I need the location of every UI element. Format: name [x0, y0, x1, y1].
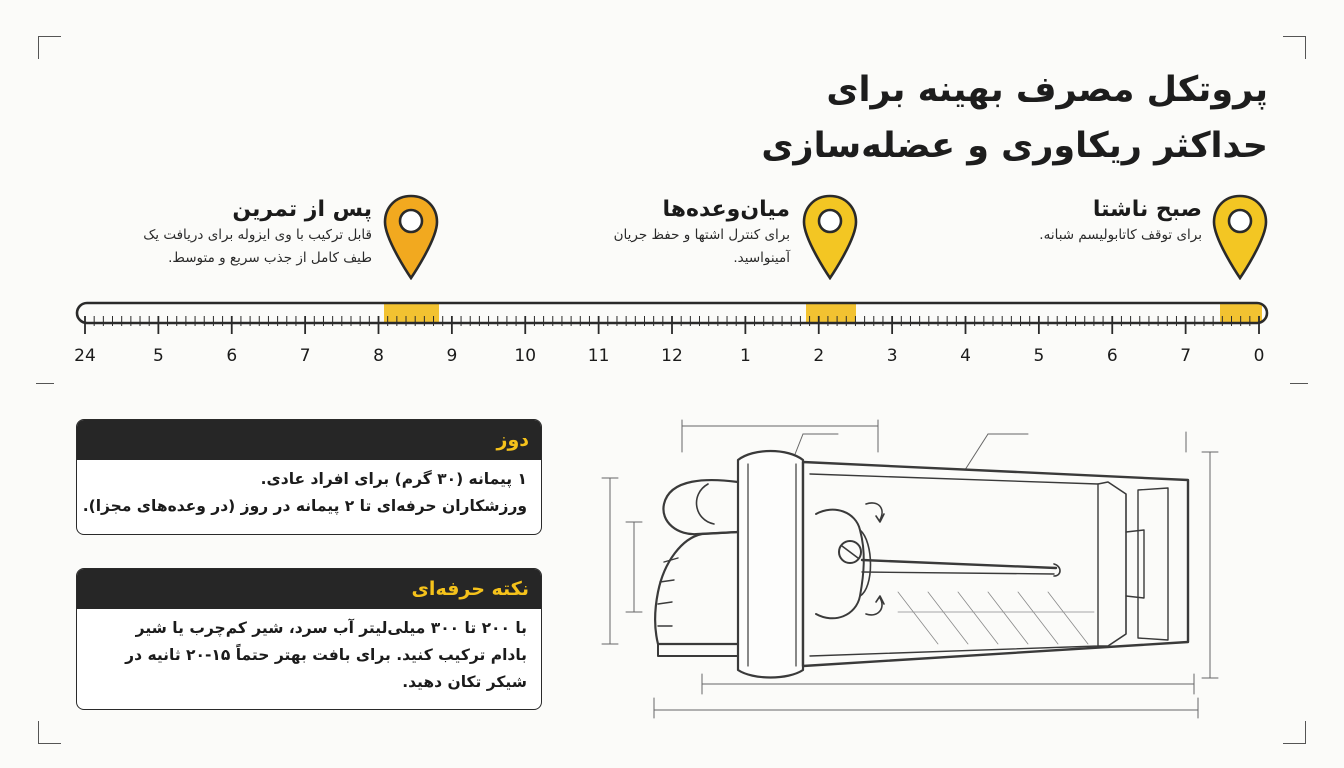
timeline-hour-label: 4 — [960, 346, 971, 366]
pro-tip-card-body — [77, 609, 541, 704]
timeline-hour-label: 5 — [152, 346, 164, 366]
pro-tip-card — [76, 568, 542, 710]
frame-corner-top-right — [1283, 36, 1306, 59]
dose-line: ۱ پیمانه (۳۰ گرم) برای افراد عادی. — [260, 470, 527, 488]
page-title — [708, 62, 1268, 174]
timeline-hour-label: 8 — [373, 346, 384, 366]
timeline-hour-label: 3 — [886, 346, 898, 366]
timeline-highlight — [384, 303, 439, 323]
timeline-hour-label: 11 — [587, 346, 610, 366]
timeline-hour-label: 10 — [514, 346, 537, 366]
stage-desc-line: آمینواسید. — [733, 250, 790, 266]
timeline-hour-label: 7 — [299, 346, 311, 366]
stage-desc-line: طیف کامل از جذب سریع و متوسط. — [168, 250, 372, 266]
dose-line: ورزشکاران حرفه‌ای تا ۲ پیمانه در روز (در وعده‌های مجزا). — [82, 497, 527, 515]
timeline-hour-label: 6 — [1106, 346, 1118, 366]
timeline-hour-label: 9 — [446, 346, 458, 366]
timeline-hour-label: 0 — [1253, 346, 1265, 366]
frame-corner-bottom-left — [38, 721, 61, 744]
timeline-hour-label: 24 — [74, 346, 96, 366]
location-pin-icon — [1212, 194, 1268, 280]
dose-card-header — [77, 420, 541, 460]
dose-card — [76, 419, 542, 535]
shaker-bottle-blueprint — [598, 412, 1228, 722]
frame-mark-right — [1290, 383, 1308, 384]
timeline-hour-label: 2 — [813, 346, 825, 366]
stage-title: صبح ناشتا — [1092, 197, 1202, 222]
tip-line: بادام ترکیب کنید. برای بافت بهتر حتماً ۱۵-۲۰ ثانیه در — [125, 646, 527, 664]
frame-corner-bottom-right — [1283, 721, 1306, 744]
stage-post-workout — [72, 196, 372, 270]
timeline-hour-label: 12 — [661, 346, 683, 366]
stage-morning — [962, 196, 1202, 247]
title-line-2: حداکثر ریکاوری و عضله‌سازی — [761, 126, 1268, 166]
frame-corner-top-left — [38, 36, 61, 59]
pro-tip-card-header — [77, 569, 541, 609]
pro-tip-card-title: نکته حرفه‌ای — [411, 578, 529, 600]
stage-desc-line: برای توقف کاتابولیسم شبانه. — [1039, 227, 1202, 243]
stage-desc-line: قابل ترکیب با وی ایزوله برای دریافت یک — [143, 227, 372, 243]
tip-line: با ۲۰۰ تا ۳۰۰ میلی‌لیتر آب سرد، شیر کم‌چرب یا شیر — [135, 619, 527, 637]
title-line-1: پروتکل مصرف بهینه برای — [826, 70, 1268, 110]
location-pin-icon — [383, 194, 439, 280]
tip-line: شیکر تکان دهید. — [402, 673, 527, 691]
timeline-hour-label: 1 — [739, 346, 751, 366]
timeline-ruler — [0, 290, 1344, 370]
timeline-highlight — [806, 303, 856, 323]
timeline-hour-label: 6 — [226, 346, 238, 366]
timeline-hour-label: 5 — [1033, 346, 1045, 366]
dose-card-body — [77, 460, 541, 528]
stage-between-meals — [530, 196, 790, 270]
frame-mark-left — [36, 383, 54, 384]
stage-title: پس از تمرین — [232, 197, 372, 222]
stage-title: میان‌وعده‌ها — [662, 197, 790, 222]
location-pin-icon — [802, 194, 858, 280]
stage-desc-line: برای کنترل اشتها و حفظ جریان — [613, 227, 790, 243]
timeline-hour-label: 7 — [1180, 346, 1192, 366]
dose-card-title: دوز — [496, 429, 529, 451]
